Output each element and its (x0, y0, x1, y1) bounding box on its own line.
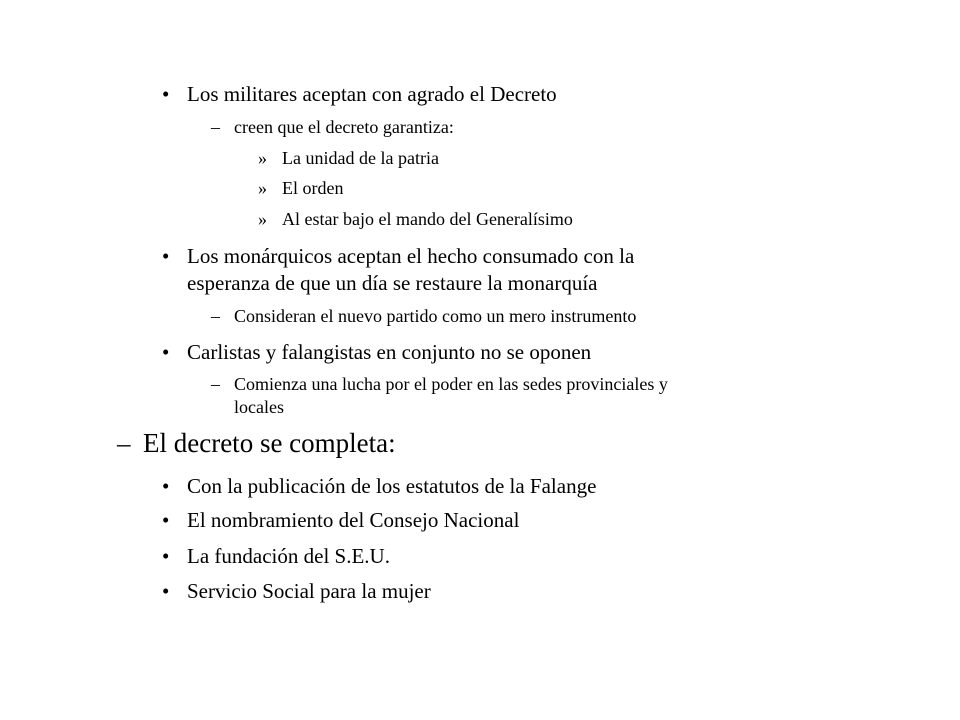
dash-marker: – (211, 306, 220, 326)
sub-sub-item-mando: Al estar bajo el mando del Generalísimo (282, 209, 573, 229)
dash-marker: – (117, 428, 131, 458)
dash-marker: – (211, 117, 220, 137)
dash-marker: – (211, 374, 220, 394)
chevron-marker: » (258, 209, 267, 229)
item-militares: Los militares aceptan con agrado el Decreto (187, 82, 557, 106)
bullet-marker: • (162, 579, 170, 603)
sub-item-instrumento: Consideran el nuevo partido como un mero instrumento (234, 306, 637, 326)
item-seu: La fundación del S.E.U. (187, 544, 390, 568)
sub-item-lucha-line2: locales (234, 397, 284, 417)
bullet-marker: • (162, 544, 170, 568)
item-estatutos: Con la publicación de los estatutos de la Falange (187, 474, 597, 498)
chevron-marker: » (258, 178, 267, 198)
heading-decreto-completa: El decreto se completa: (143, 428, 396, 458)
bullet-marker: • (162, 340, 170, 364)
sub-item-lucha-line1: Comienza una lucha por el poder en las sedes provinciales y (234, 374, 668, 394)
bullet-marker: • (162, 82, 170, 106)
item-carlistas: Carlistas y falangistas en conjunto no se oponen (187, 340, 592, 364)
sub-sub-item-unidad: La unidad de la patria (282, 148, 439, 168)
item-servicio-social: Servicio Social para la mujer (187, 579, 431, 603)
item-monarquicos-line1: Los monárquicos aceptan el hecho consumado con la (187, 244, 635, 268)
item-monarquicos-line2: esperanza de que un día se restaure la monarquía (187, 271, 598, 295)
bullet-marker: • (162, 474, 170, 498)
sub-item-garantiza: creen que el decreto garantiza: (234, 117, 454, 137)
item-consejo: El nombramiento del Consejo Nacional (187, 508, 520, 532)
sub-sub-item-orden: El orden (282, 178, 344, 198)
chevron-marker: » (258, 148, 267, 168)
bullet-marker: • (162, 508, 170, 532)
bullet-marker: • (162, 244, 170, 268)
